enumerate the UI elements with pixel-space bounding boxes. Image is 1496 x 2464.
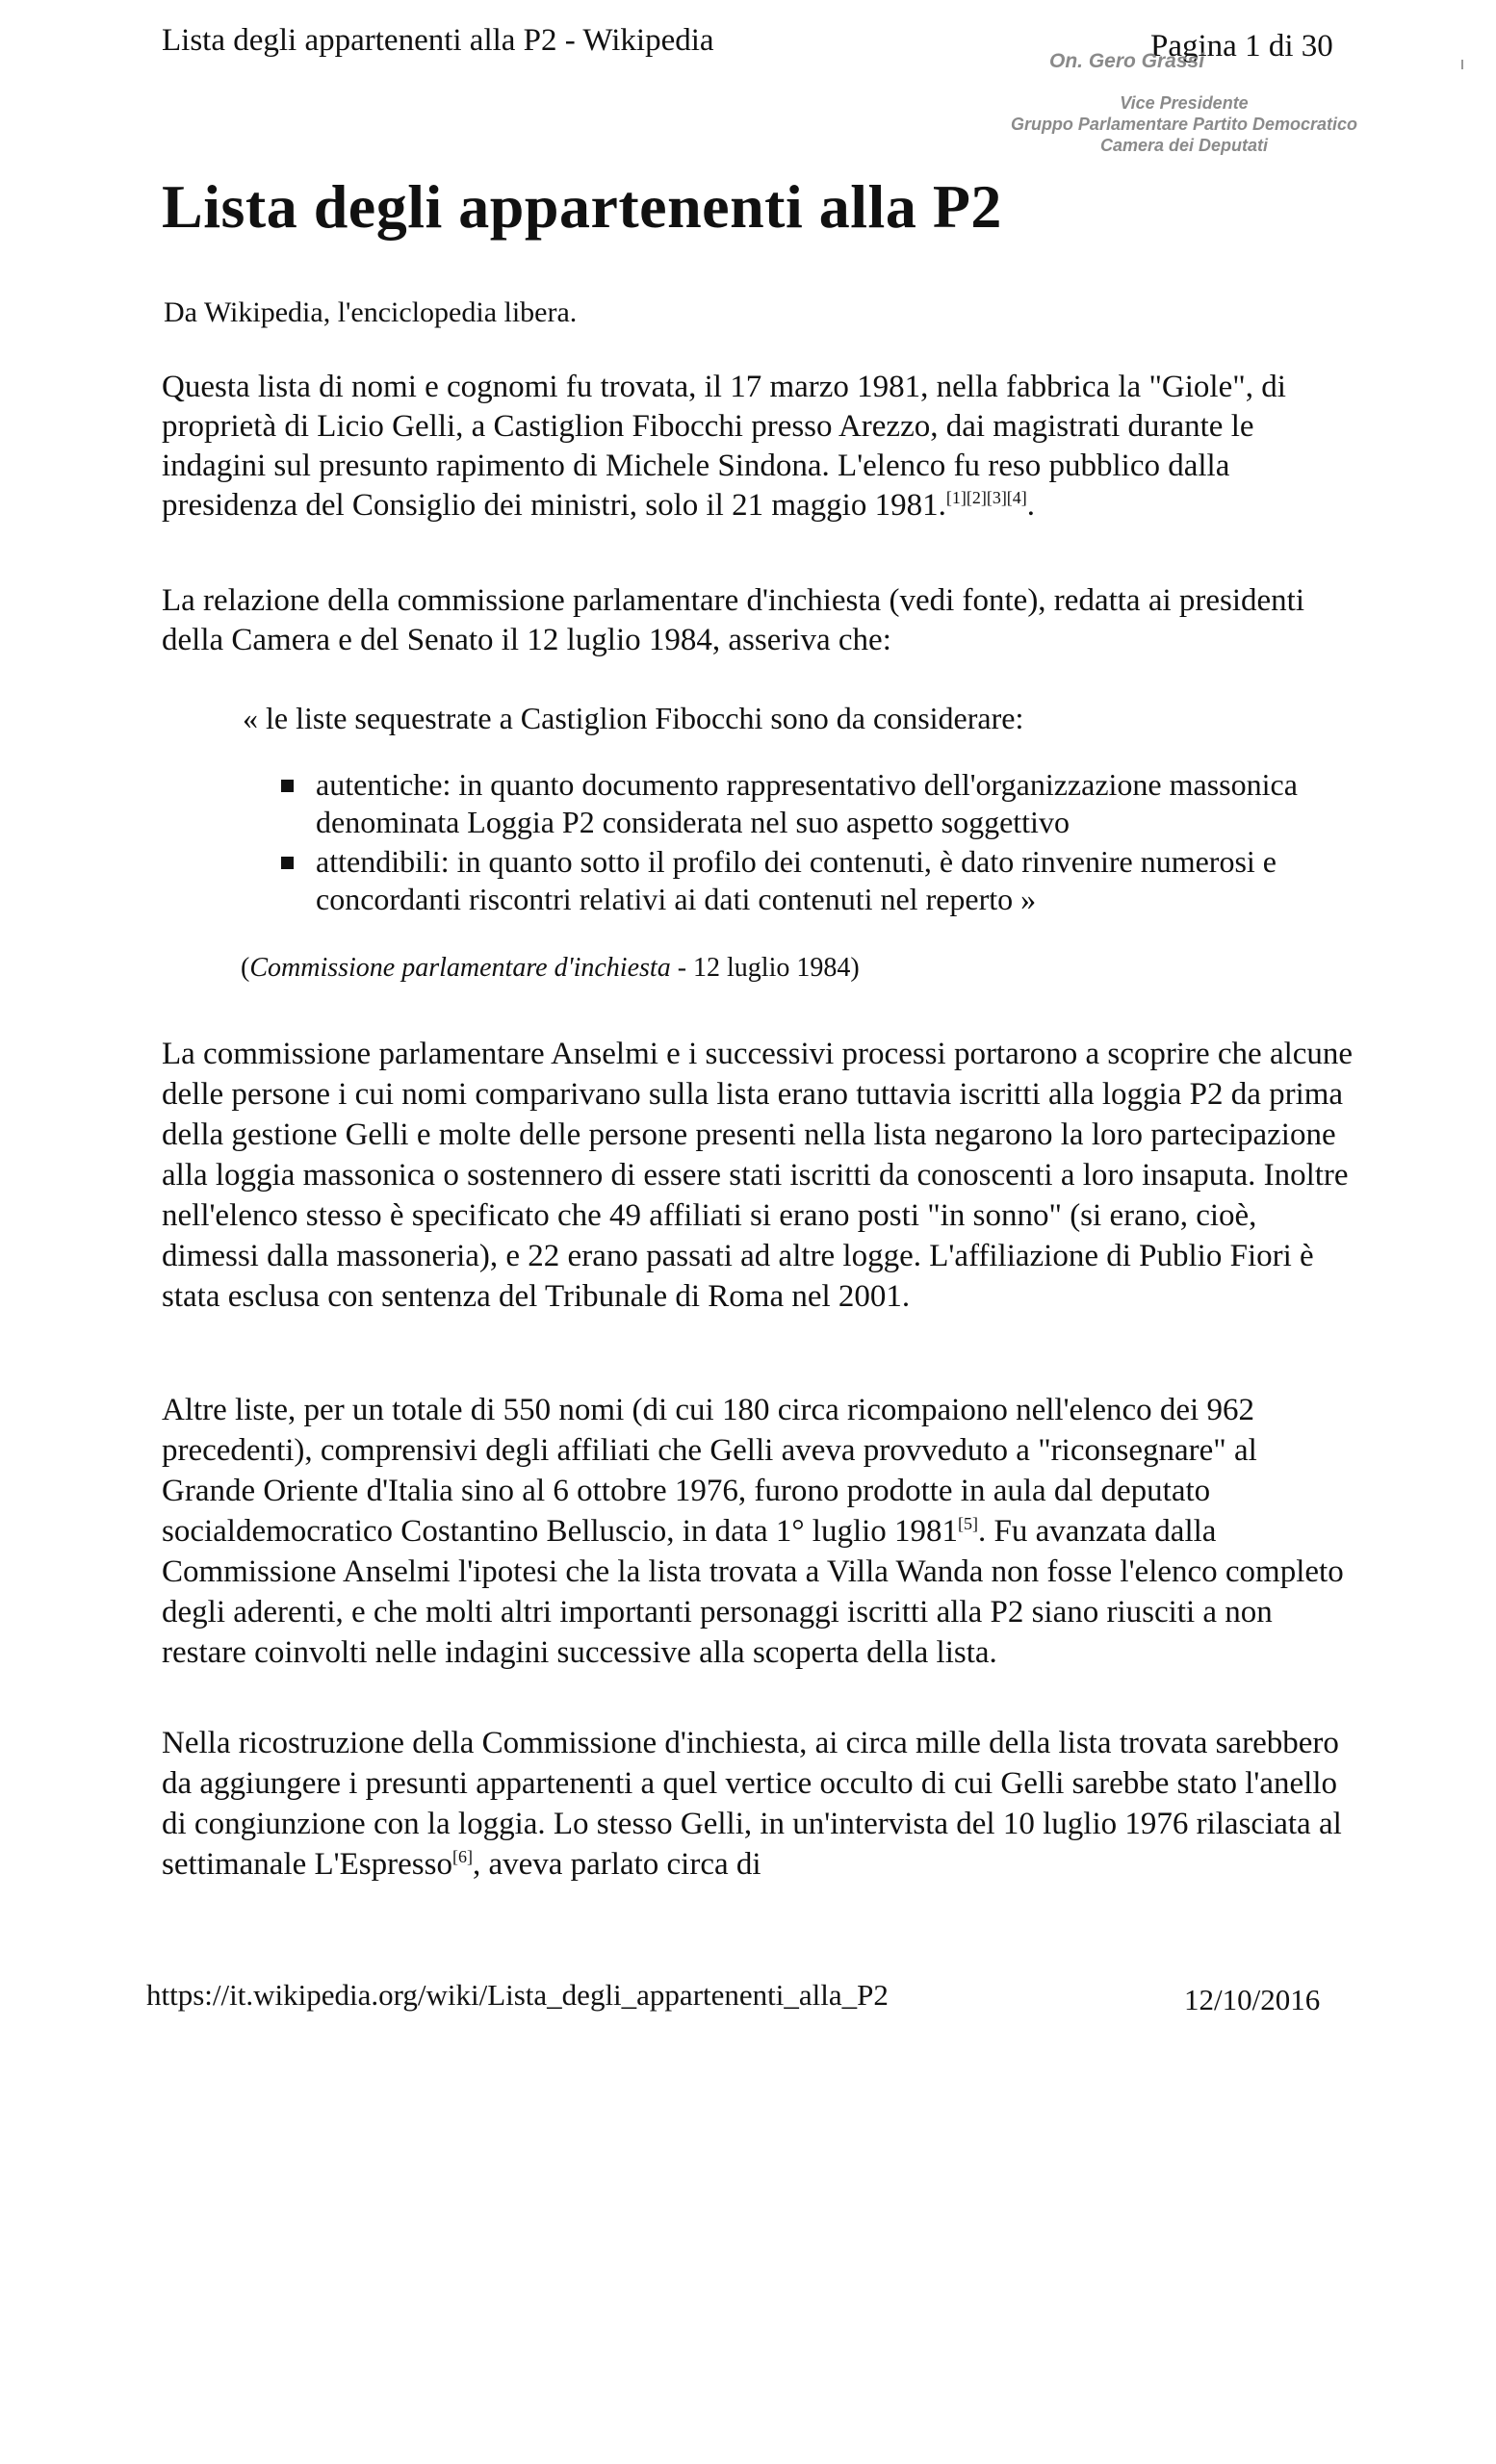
paragraph-discovery xyxy=(162,368,1355,526)
paragraph-text: Nella ricostruzione della Commissione d'inchiesta, ai circa mille della lista trovata sarebbero da aggiungere i presunti appartenenti a quel vertice occulto di cui Gelli sarebbe stato l'anello di congiunzione con la loggia. Lo stesso Gelli, in un'intervista del 10 luglio 1976 rilasciata al settimanale L'Espresso xyxy=(162,1726,1342,1882)
paragraph-text: Altre liste, per un totale di 550 nomi (di cui 180 circa ricompaiono nell'elenco dei 962 precedenti), comprensivi degli affiliati che Gelli aveva provveduto a "riconsegnare" al Grande Oriente d'Italia sino al 6 ottobre 1976, furono prodotte in aula dal deputato socialdemocratico Costantino Belluscio, in data 1° luglio 1981 xyxy=(162,1393,1257,1549)
quote-item-text: attendibili: in quanto sotto il profilo dei contenuti, è dato rinvenire numerosi e concordanti riscontri relativi ai dati contenuti nel reperto » xyxy=(316,844,1277,916)
quote-intro: « le liste sequestrate a Castiglion Fibocchi sono da considerare: xyxy=(243,701,1024,735)
citation-date: - 12 luglio 1984) xyxy=(670,953,860,983)
stamp-role: Vice Presidente xyxy=(1120,93,1249,113)
quote-citation xyxy=(241,953,860,984)
square-bullet-icon xyxy=(281,857,294,869)
reference-link[interactable]: [5] xyxy=(958,1514,979,1533)
citation-source: Commissione parlamentare d'inchiesta xyxy=(249,953,671,983)
stamp-group: Gruppo Parlamentare Partito Democratico xyxy=(1010,115,1358,134)
stamp-chamber: Camera dei Deputati xyxy=(1099,136,1269,155)
quote-item-text: autentiche: in quanto documento rappresentativo dell'organizzazione massonica denominata Loggia P2 considerata nel suo aspetto soggettivo xyxy=(316,767,1298,839)
reference-link[interactable]: [1][2][3][4] xyxy=(945,488,1027,507)
quote-list-item xyxy=(270,843,1338,918)
scan-edge-mark xyxy=(1461,60,1463,69)
paragraph-reconstruction xyxy=(162,1723,1355,1885)
article-subtitle: Da Wikipedia, l'enciclopedia libera. xyxy=(164,296,578,328)
paragraph-text: . Fu avanzata dalla Commissione Anselmi l'ipotesi che la lista trovata a Villa Wanda non fosse l'elenco completo degli aderenti, e che molti altri importanti personaggi iscritti alla P2 siano riusciti a non restare coinvolti nelle indagini successive alla scoperta della lista. xyxy=(162,1514,1344,1670)
paragraph-end: . xyxy=(1026,488,1036,523)
citation-open: ( xyxy=(241,953,250,983)
paragraph-anselmi-commission: La commissione parlamentare Anselmi e i successivi processi portarono a scoprire che alcune delle persone i cui nomi comparivano sulla lista erano tuttavia iscritti alla loggia P2 da prima della gestione Gelli e molte delle persone presenti nella lista negarono la loro partecipazione alla loggia massonica o sostennero di essere stati iscritti da conoscenti a loro insaputa. Inoltre nell'elenco stesso è specificato che 49 affiliati si erano posti "in sonno" (si erano, cioè, dimessi dalla massoneria), e 22 erano passati ad altre logge. L'affiliazione di Publio Fiori è stata esclusa con sentenza del Tribunale di Roma nel 2001. xyxy=(162,1037,1354,1314)
paragraph-text: , aveva parlato circa di xyxy=(472,1847,761,1882)
footer-date: 12/10/2016 xyxy=(1184,1983,1321,2016)
page-number: Pagina 1 di 30 xyxy=(1150,29,1333,64)
paragraph-other-lists xyxy=(162,1390,1355,1673)
footer-url: https://it.wikipedia.org/wiki/Lista_degli_appartenenti_alla_P2 xyxy=(146,1978,889,2012)
stamp-name: On. Gero Grassi xyxy=(1049,50,1205,72)
square-bullet-icon xyxy=(281,780,294,792)
quote-list xyxy=(270,766,1338,920)
paragraph-commission-report: La relazione della commissione parlamentare d'inchiesta (vedi fonte), redatta ai presidenti della Camera e del Senato il 12 luglio 1984, asseriva che: xyxy=(162,583,1305,657)
deputy-stamp xyxy=(963,52,1406,156)
paragraph-text: Questa lista di nomi e cognomi fu trovata, il 17 marzo 1981, nella fabbrica la "Giole", di proprietà di Licio Gelli, a Castiglion Fibocchi presso Arezzo, dai magistrati durante le indagini sul presunto rapimento di Michele Sindona. L'elenco fu reso pubblico dalla presidenza del Consiglio dei ministri, solo il 21 maggio 1981. xyxy=(162,370,1286,523)
quote-list-item xyxy=(270,766,1338,841)
reference-link[interactable]: [6] xyxy=(451,1847,473,1866)
article-title: Lista degli appartenenti alla P2 xyxy=(162,172,1002,241)
print-header-title: Lista degli appartenenti alla P2 - Wikipedia xyxy=(162,23,714,58)
